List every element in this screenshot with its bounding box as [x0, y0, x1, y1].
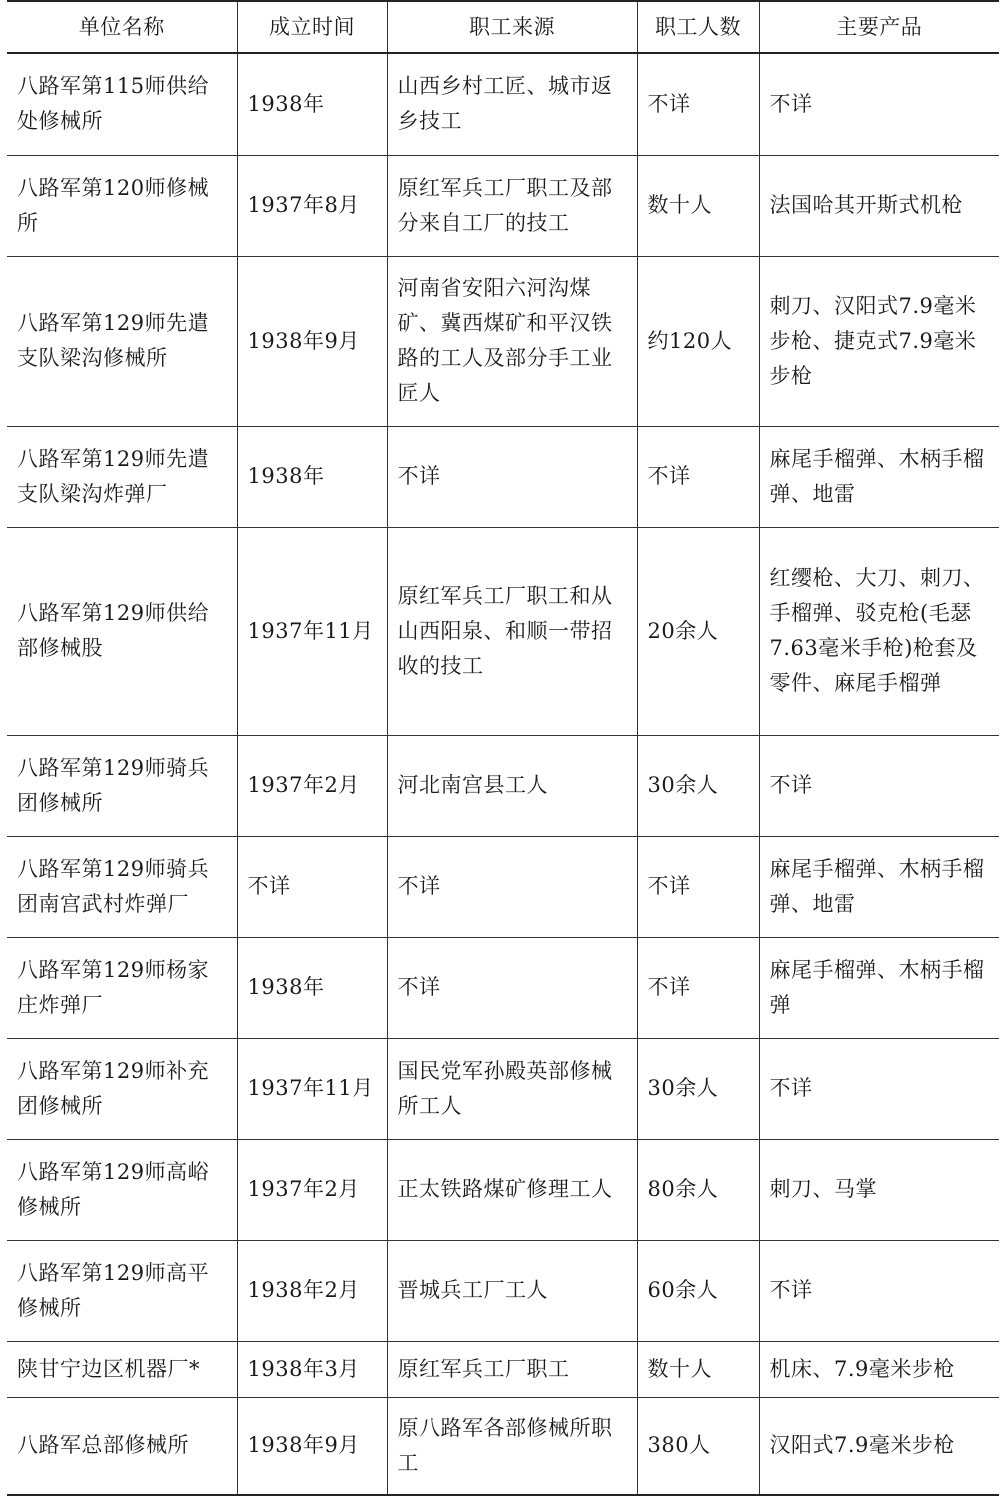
table-body	[7, 53, 999, 1495]
cell-staff-source: 不详	[387, 836, 637, 937]
table-row	[7, 1341, 999, 1397]
cell-staff-count: 30余人	[637, 1038, 759, 1139]
cell-unit-name: 陕甘宁边区机器厂*	[7, 1341, 237, 1397]
table-row	[7, 937, 999, 1038]
cell-founded-time: 1938年9月	[237, 256, 387, 426]
cell-main-products: 汉阳式7.9毫米步枪	[759, 1397, 999, 1495]
cell-main-products: 刺刀、汉阳式7.9毫米步枪、捷克式7.9毫米步枪	[759, 256, 999, 426]
cell-unit-name: 八路军第129师先遣支队梁沟修械所	[7, 256, 237, 426]
cell-main-products: 不详	[759, 1038, 999, 1139]
header-staff-source: 职工来源	[387, 1, 637, 53]
cell-staff-source: 不详	[387, 426, 637, 527]
cell-main-products: 机床、7.9毫米步枪	[759, 1341, 999, 1397]
table-row	[7, 1038, 999, 1139]
cell-staff-count: 约120人	[637, 256, 759, 426]
cell-unit-name: 八路军第129师杨家庄炸弹厂	[7, 937, 237, 1038]
table-row	[7, 735, 999, 836]
cell-founded-time: 1937年8月	[237, 155, 387, 256]
cell-unit-name: 八路军第129师补充团修械所	[7, 1038, 237, 1139]
cell-main-products: 不详	[759, 1240, 999, 1341]
cell-main-products: 麻尾手榴弹、木柄手榴弹、地雷	[759, 836, 999, 937]
cell-founded-time: 1938年9月	[237, 1397, 387, 1495]
cell-unit-name: 八路军第129师骑兵团修械所	[7, 735, 237, 836]
cell-founded-time: 1938年3月	[237, 1341, 387, 1397]
cell-main-products: 红缨枪、大刀、刺刀、手榴弹、驳克枪(毛瑟7.63毫米手枪)枪套及零件、麻尾手榴弹	[759, 527, 999, 735]
cell-staff-count: 30余人	[637, 735, 759, 836]
cell-unit-name: 八路军第129师高峪修械所	[7, 1139, 237, 1240]
header-main-products: 主要产品	[759, 1, 999, 53]
cell-main-products: 法国哈其开斯式机枪	[759, 155, 999, 256]
cell-staff-count: 数十人	[637, 155, 759, 256]
table-row	[7, 256, 999, 426]
cell-staff-source: 原八路军各部修械所职工	[387, 1397, 637, 1495]
cell-staff-source: 国民党军孙殿英部修械所工人	[387, 1038, 637, 1139]
cell-main-products: 麻尾手榴弹、木柄手榴弹	[759, 937, 999, 1038]
cell-staff-count: 不详	[637, 53, 759, 155]
header-founded-time: 成立时间	[237, 1, 387, 53]
cell-staff-count: 数十人	[637, 1341, 759, 1397]
cell-founded-time: 1937年2月	[237, 1139, 387, 1240]
cell-staff-count: 不详	[637, 836, 759, 937]
header-row	[7, 1, 999, 53]
table-row	[7, 527, 999, 735]
cell-staff-source: 山西乡村工匠、城市返乡技工	[387, 53, 637, 155]
cell-main-products: 不详	[759, 735, 999, 836]
cell-staff-source: 河南省安阳六河沟煤矿、冀西煤矿和平汉铁路的工人及部分手工业匠人	[387, 256, 637, 426]
cell-unit-name: 八路军第129师先遣支队梁沟炸弹厂	[7, 426, 237, 527]
cell-founded-time: 1938年	[237, 937, 387, 1038]
cell-founded-time: 1938年	[237, 426, 387, 527]
table-row	[7, 53, 999, 155]
cell-staff-count: 20余人	[637, 527, 759, 735]
cell-founded-time: 1937年11月	[237, 527, 387, 735]
cell-staff-count: 不详	[637, 426, 759, 527]
cell-staff-source: 原红军兵工厂职工及部分来自工厂的技工	[387, 155, 637, 256]
cell-main-products: 麻尾手榴弹、木柄手榴弹、地雷	[759, 426, 999, 527]
cell-founded-time: 1938年	[237, 53, 387, 155]
cell-staff-count: 80余人	[637, 1139, 759, 1240]
cell-staff-source: 正太铁路煤矿修理工人	[387, 1139, 637, 1240]
cell-staff-source: 晋城兵工厂工人	[387, 1240, 637, 1341]
cell-unit-name: 八路军第115师供给处修械所	[7, 53, 237, 155]
cell-founded-time: 1937年2月	[237, 735, 387, 836]
cell-founded-time: 不详	[237, 836, 387, 937]
cell-staff-count: 不详	[637, 937, 759, 1038]
table-row	[7, 1139, 999, 1240]
table-row	[7, 155, 999, 256]
units-table	[7, 0, 999, 1496]
cell-unit-name: 八路军第120师修械所	[7, 155, 237, 256]
header-unit-name: 单位名称	[7, 1, 237, 53]
header-staff-count: 职工人数	[637, 1, 759, 53]
cell-founded-time: 1937年11月	[237, 1038, 387, 1139]
cell-unit-name: 八路军总部修械所	[7, 1397, 237, 1495]
cell-unit-name: 八路军第129师高平修械所	[7, 1240, 237, 1341]
cell-main-products: 不详	[759, 53, 999, 155]
cell-staff-count: 60余人	[637, 1240, 759, 1341]
cell-staff-source: 原红军兵工厂职工和从山西阳泉、和顺一带招收的技工	[387, 527, 637, 735]
cell-founded-time: 1938年2月	[237, 1240, 387, 1341]
cell-staff-count: 380人	[637, 1397, 759, 1495]
cell-main-products: 刺刀、马掌	[759, 1139, 999, 1240]
cell-staff-source: 河北南宫县工人	[387, 735, 637, 836]
table-row	[7, 836, 999, 937]
cell-unit-name: 八路军第129师供给部修械股	[7, 527, 237, 735]
table-row	[7, 1397, 999, 1495]
cell-staff-source: 原红军兵工厂职工	[387, 1341, 637, 1397]
table-header	[7, 1, 999, 53]
cell-unit-name: 八路军第129师骑兵团南宫武村炸弹厂	[7, 836, 237, 937]
table-row	[7, 426, 999, 527]
cell-staff-source: 不详	[387, 937, 637, 1038]
table-row	[7, 1240, 999, 1341]
